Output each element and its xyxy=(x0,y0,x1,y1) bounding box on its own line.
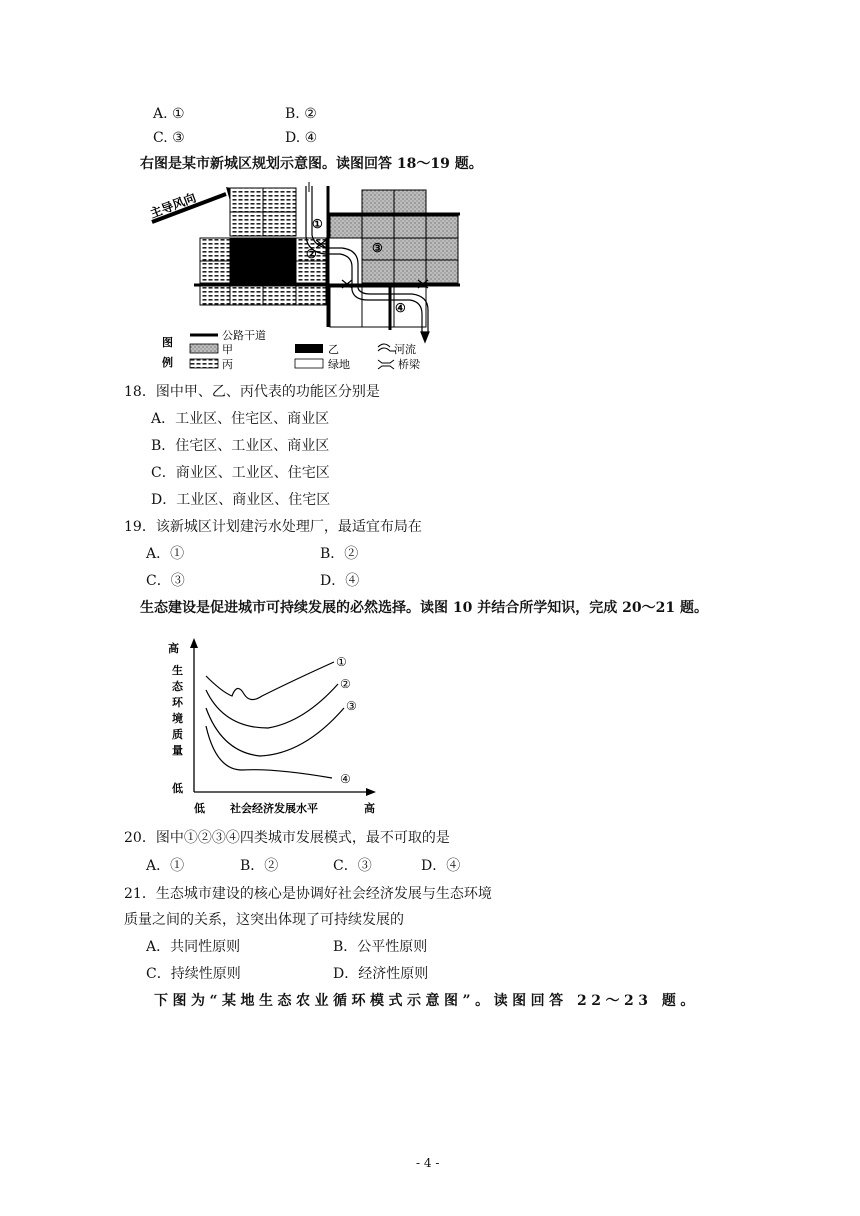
page-number: - 4 - xyxy=(416,1156,440,1170)
y-label-5: 质 xyxy=(172,728,183,741)
q17-option-c: C. ③ xyxy=(153,130,185,146)
q18-option-a: A．工业区、住宅区、商业区 xyxy=(151,411,330,427)
wind-direction-arrow xyxy=(148,187,240,222)
q20-option-b: B．② xyxy=(240,858,279,874)
y-high-label: 高 xyxy=(168,642,179,655)
q18-option-d: D．工业区、商业区、住宅区 xyxy=(151,492,331,508)
curve-1 xyxy=(206,662,334,700)
map-legend xyxy=(162,329,421,371)
q21-stem-line2: 质量之间的关系，这突出体现了可持续发展的 xyxy=(124,912,404,928)
intro-20-21: 生态建设是促进城市可持续发展的必然选择。读图 10 并结合所学知识，完成 20～21 题。 xyxy=(140,600,708,616)
legend-title-1: 图 xyxy=(162,336,173,349)
commercial-blocks xyxy=(330,190,458,283)
legend-green: 绿地 xyxy=(328,358,350,371)
q19-option-b: B．② xyxy=(320,546,359,562)
curve-3 xyxy=(206,708,344,756)
q20-option-c: C．③ xyxy=(333,858,372,874)
curve-label-1: ① xyxy=(336,655,347,669)
y-label-6: 量 xyxy=(172,744,183,757)
curve-label-4: ④ xyxy=(340,772,351,786)
site-mark-4: ④ xyxy=(395,301,406,315)
y-label-4: 境 xyxy=(172,712,183,725)
legend-bing: 丙 xyxy=(222,358,233,371)
q21-stem-line1: 21．生态城市建设的核心是协调好社会经济发展与生态环境 xyxy=(124,886,492,902)
green-space-blocks xyxy=(330,287,426,327)
site-mark-1: ① xyxy=(312,217,323,231)
q21-option-a: A．共同性原则 xyxy=(146,939,241,955)
legend-yi: 乙 xyxy=(328,343,339,356)
q21-option-c: C．持续性原则 xyxy=(146,966,241,982)
q17-option-d: D. ④ xyxy=(285,130,318,146)
curve-label-2: ② xyxy=(340,677,351,691)
q21-option-b: B．公平性原则 xyxy=(333,939,428,955)
y-label-2: 态 xyxy=(172,680,183,693)
curves xyxy=(206,662,344,778)
legend-jia: 甲 xyxy=(222,343,233,356)
legend-bridge: 桥梁 xyxy=(398,358,420,371)
curve-4 xyxy=(206,726,332,778)
q20-option-d: D．④ xyxy=(421,858,461,874)
legend-river: 河流 xyxy=(394,343,416,356)
y-low-label: 低 xyxy=(172,782,183,795)
q20-option-a: A．① xyxy=(146,858,185,874)
q18-stem: 18．图中甲、乙、丙代表的功能区分别是 xyxy=(124,384,380,400)
site-mark-3: ③ xyxy=(372,241,383,255)
q17-option-b: B. ② xyxy=(285,106,317,122)
q19-option-c: C．③ xyxy=(146,573,185,589)
q17-option-a: A. ① xyxy=(153,106,185,122)
q19-stem: 19．该新城区计划建污水处理厂，最适宜布局在 xyxy=(124,519,422,535)
legend-title-2: 例 xyxy=(162,356,173,369)
site-mark-2: ② xyxy=(306,247,317,261)
y-label-1: 生 xyxy=(172,664,183,677)
intro-18-19: 右图是某市新城区规划示意图。读图回答 18～19 题。 xyxy=(140,156,483,172)
wind-label: 主导风向 xyxy=(148,190,198,221)
x-high-label: 高 xyxy=(364,802,375,815)
industrial-block xyxy=(230,238,296,283)
curve-label-3: ③ xyxy=(346,699,357,713)
q20-stem: 20．图中①②③④四类城市发展模式，最不可取的是 xyxy=(124,830,450,846)
legend-road: 公路干道 xyxy=(222,329,266,342)
q18-option-c: C．商业区、工业区、住宅区 xyxy=(151,465,330,481)
q21-option-d: D．经济性原则 xyxy=(333,966,429,982)
q18-option-b: B．住宅区、工业区、商业区 xyxy=(151,438,330,454)
development-mode-graph xyxy=(164,630,394,820)
q19-option-d: D．④ xyxy=(320,573,360,589)
intro-22-23: 下图为“某地生态农业循环模式示意图”。读图回答 22～23 题。 xyxy=(154,993,699,1009)
q19-option-a: A．① xyxy=(146,546,185,562)
y-label-3: 环 xyxy=(172,696,183,709)
city-plan-map xyxy=(130,182,470,374)
x-low-label: 低 xyxy=(194,802,205,815)
x-axis-label: 社会经济发展水平 xyxy=(230,802,318,815)
